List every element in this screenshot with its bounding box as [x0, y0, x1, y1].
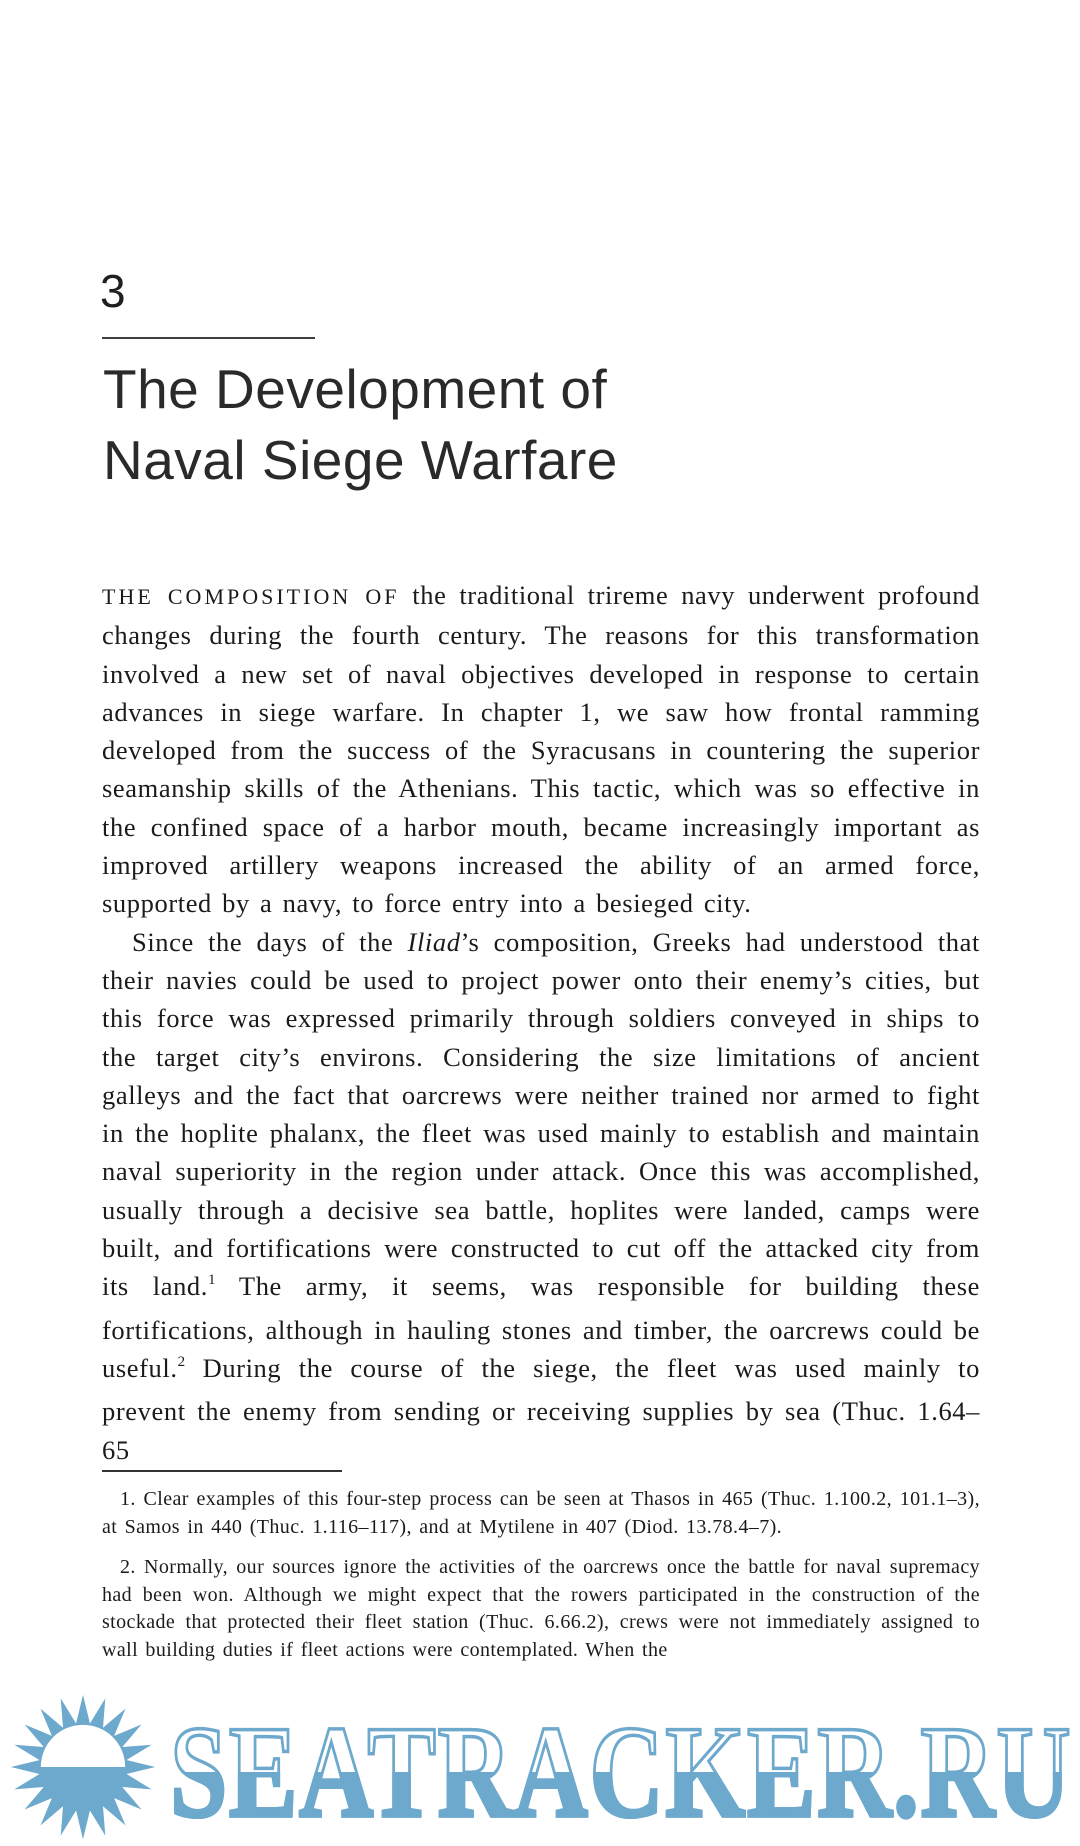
footnote-ref-1: 1: [208, 1272, 216, 1289]
paragraph-2-text-a: Since the days of the: [132, 926, 408, 957]
footnote-1: 1. Clear examples of this four-step process can be seen at Thasos in 465 (Thuc. 1.100.2, 101.1–3), at Samos in 440 (Thuc. 1.116–117), and at Mytilene in 407 (Diod. 13.78.4–7).: [102, 1488, 980, 1538]
paragraph-2: [102, 923, 980, 1469]
chapter-title: [103, 354, 618, 496]
body-text: [102, 576, 980, 1469]
footnote-2: 2. Normally, our sources ignore the activities of the oarcrews once the battle for naval supremacy had been won. Although we might expect that the rowers participated in the construction of the stockade that protected their fleet station (Thuc. 6.66.2), crews were not immediately assigned to wall building duties if fleet actions were contemplated. When the: [102, 1556, 980, 1661]
chapter-number: 3: [100, 265, 126, 317]
chapter-title-line-1: The Development of: [103, 358, 608, 420]
iliad-italic: Iliad: [407, 926, 461, 957]
paragraph-1-text: the traditional trireme navy underwent profound changes during the fourth century. The reasons for this transformation involved a new set of naval objectives developed in response to certain advances in siege warfare. In chapter 1, we saw how frontal ramming developed from the success of the Syracusans in countering the superior seamanship skills of the Athenians. This tactic, which was so effective in the confined space of a harbor mouth, became increasingly important as improved artillery weapons increased the ability of an armed force, supported by a navy, to force entry into a besieged city.: [102, 580, 980, 919]
sun-logo-icon: [8, 1692, 158, 1842]
paragraph-1: [102, 576, 980, 923]
chapter-title-line-2: Naval Siege Warfare: [103, 429, 618, 491]
paragraph-2-text-b: ’s composition, Greeks had understood that their navies could be used to project power onto their enemy’s cities, but this force was expressed primarily through soldiers conveyed in ships to the target city’s environs. Considering the size limitations of ancient galleys and the fact that oarcrews were neither trained nor armed to fight in the hoplite phalanx, the fleet was used mainly to establish and maintain naval superiority in the region under attack. Once this was accomplished, usually through a decisive sea battle, hoplites were landed, camps were built, and fortifications were constructed to cut off the attacked city from its land.: [102, 926, 980, 1302]
footnote-ref-2: 2: [177, 1353, 186, 1370]
paragraph-2-text-c: The army, it seems, was responsible for building these fortifications, although in hauling stones and timber, the oarcrews could be useful.: [102, 1271, 980, 1383]
watermark-text: SEATRACKER.RU: [170, 1698, 1073, 1845]
footnotes: [102, 1486, 980, 1664]
paragraph-2-text-d: During the course of the siege, the fleet was used mainly to prevent the enemy from sending or receiving supplies by sea (Thuc. 1.64–65: [102, 1352, 980, 1465]
watermark: [0, 1688, 1080, 1846]
paragraph-opener-smallcaps: THE COMPOSITION OF: [102, 584, 400, 609]
footnote-separator-rule: [102, 1470, 342, 1472]
chapter-rule: [102, 337, 315, 339]
